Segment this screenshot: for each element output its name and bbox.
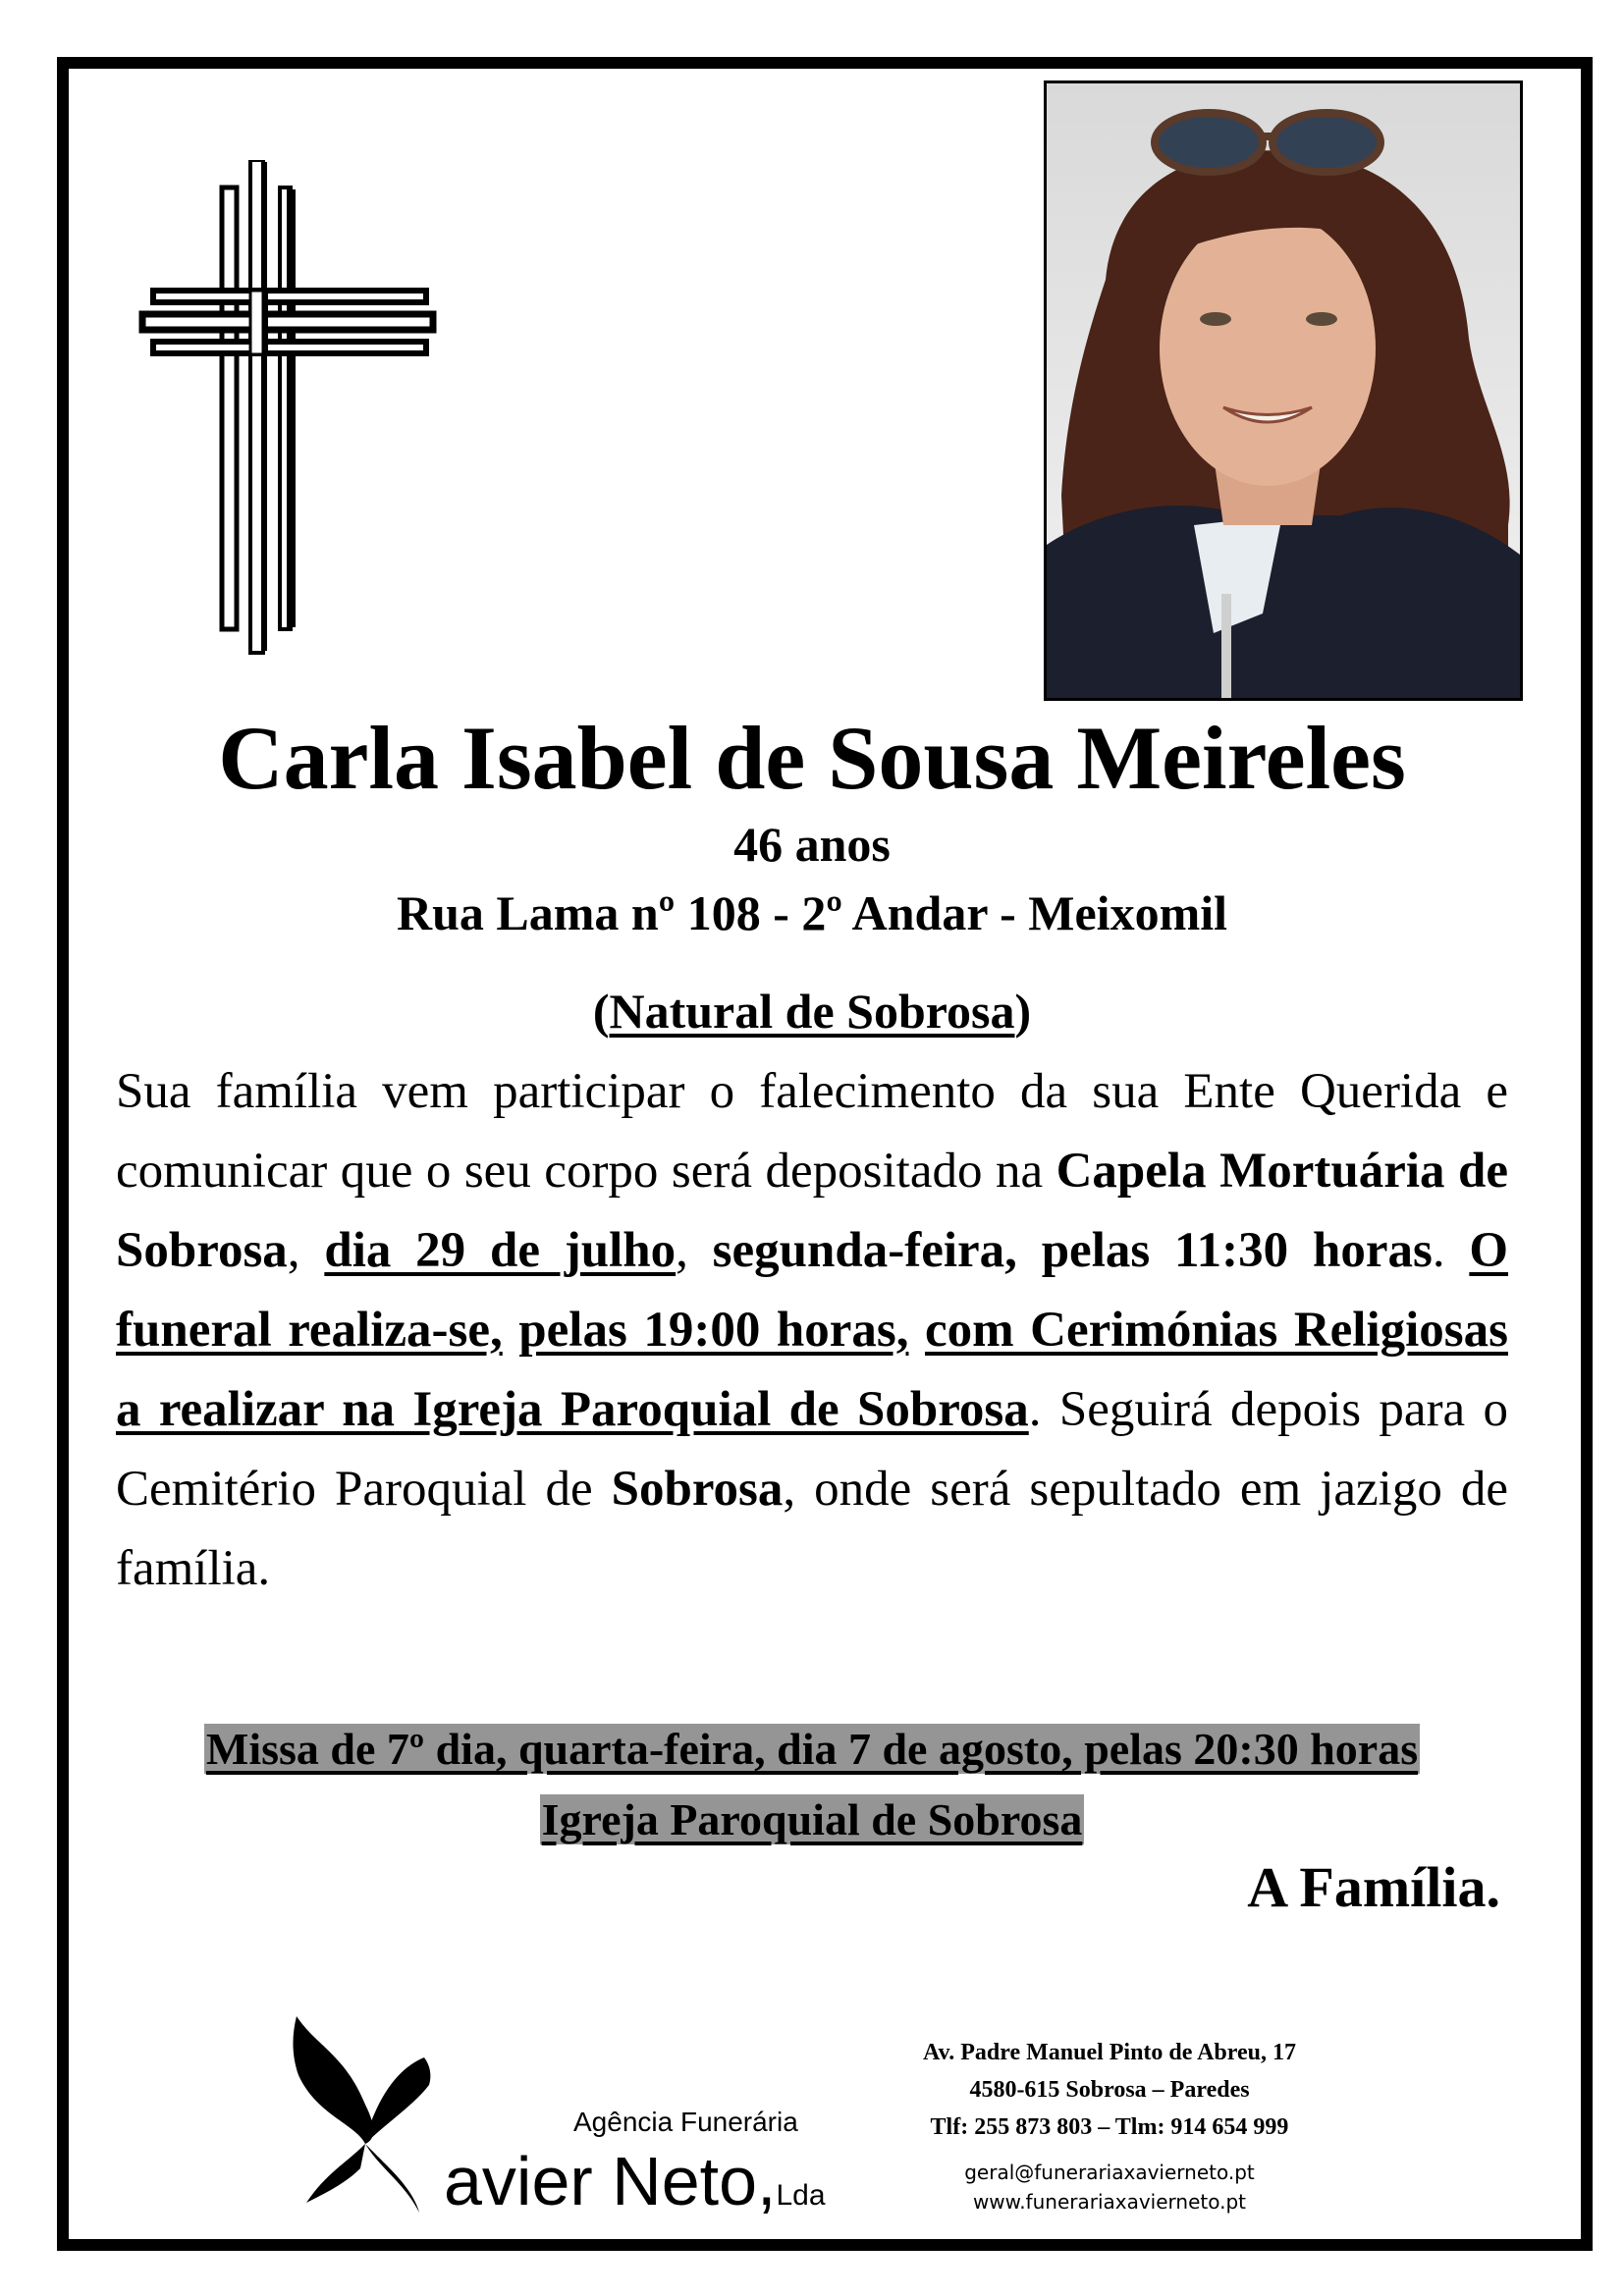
mass-location: Igreja Paroquial de Sobrosa (541, 1794, 1083, 1844)
wake-date: dia 29 de julho (324, 1223, 677, 1278)
agency-website[interactable]: www.funerariaxavierneto.pt (972, 2190, 1247, 2214)
mass-announcement (116, 1720, 1508, 1849)
funeral-agency-logo (277, 2006, 846, 2222)
paren-open: ( (592, 984, 610, 1039)
agency-web (874, 2158, 1345, 2216)
body-text: , onde será sepultado em jazigo de família. (116, 1462, 1508, 1596)
origin-line (98, 982, 1526, 1041)
brand-suffix: Lda (776, 2179, 826, 2212)
agency-label: Agência Funerária (573, 2107, 798, 2137)
punctuation: , (287, 1223, 325, 1278)
body-text: Sua família vem participar o falecimento da sua Ente Querida e comunicar que o seu corpo será depositado na (116, 1064, 1508, 1199)
chapel-name: Capela Mortuária de Sobrosa (116, 1144, 1508, 1278)
brand-name (444, 2142, 826, 2235)
cemetery-place: Sobrosa (611, 1462, 784, 1517)
deceased-address: Rua Lama nº 108 - 2º Andar - Meixomil (397, 885, 1227, 940)
agency-phones: Tlf: 255 873 803 – Tlm: 914 654 999 (930, 2114, 1289, 2140)
cross-icon (137, 160, 442, 670)
brand-text: avier Neto, (444, 2143, 777, 2219)
spacer (503, 1303, 519, 1358)
announcement-paragraph (116, 1052, 1508, 1609)
funeral-time: pelas 19:00 horas, (518, 1303, 909, 1358)
mass-details: Missa de 7º dia, quarta-feira, dia 7 de agosto, pelas 20:30 horas (205, 1724, 1419, 1774)
x-logo-icon (277, 2006, 463, 2222)
spacer (908, 1303, 925, 1358)
paren-close: ) (1014, 984, 1032, 1039)
punctuation: . (1432, 1223, 1470, 1278)
agency-address-line2: 4580-615 Sobrosa – Paredes (969, 2077, 1250, 2103)
signature: A Família. (1247, 1855, 1500, 1919)
funeral-label: O funeral realiza-se, (116, 1223, 1509, 1358)
portrait-photo (1044, 80, 1523, 701)
agency-contact (874, 2034, 1345, 2146)
deceased-name: Carla Isabel de Sousa Meireles (218, 708, 1406, 808)
punctuation: , (676, 1223, 713, 1278)
ceremony-location: com Cerimónias Religiosas a realizar na Igreja Paroquial de Sobrosa (116, 1303, 1508, 1437)
agency-address-line1: Av. Padre Manuel Pinto de Abreu, 17 (922, 2040, 1296, 2065)
body-text: . Seguirá depois para o Cemitério Paroquial de (116, 1382, 1509, 1517)
agency-email[interactable]: geral@funerariaxavierneto.pt (964, 2161, 1255, 2184)
origin-place: Natural de Sobrosa (609, 984, 1015, 1039)
wake-time: segunda-feira, pelas 11:30 horas (712, 1223, 1433, 1278)
deceased-age: 46 anos (733, 817, 891, 872)
